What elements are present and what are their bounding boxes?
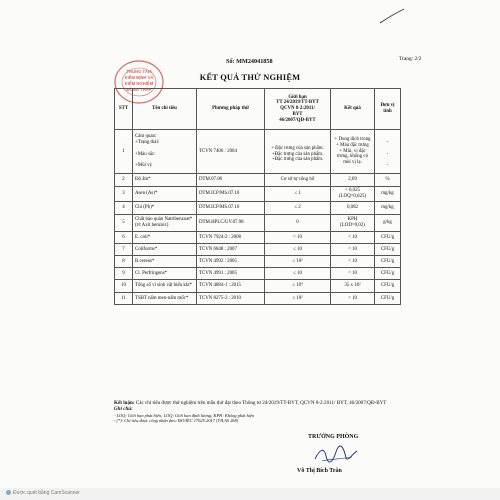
scanner-text: Được quét bằng CamScanner [13,490,80,496]
cell-unit: CFU/g [375,293,401,305]
cell-criteria: Cl. Perfringens* [133,268,197,280]
table-row [115,202,401,215]
table-row [115,293,401,305]
cell-criteria: Cảm quan: +Trạng thái: +Màu sắc: +Mùi vị: [133,130,197,174]
cell-result: < 10 [331,268,375,280]
cell-limit: + Đặc trưng của sản phẩm. +Đặc trưng của sản phẩm. +Đặc trưng của sản phẩm. [265,130,331,174]
header-result: Kết quả [331,89,375,130]
cell-limit: 0 [265,215,331,232]
remark-line-1: - LOQ: Giới hạn phát hiện; LOQ: Giới hạn định lượng; KPH: Không phát hiện [114,412,255,418]
pen-mark [378,6,406,26]
cell-result: 35 x 10² [331,280,375,293]
notes-block [114,400,404,424]
cell-result: 2,69 [331,174,375,187]
header-unit: Đơn vị tính [375,89,401,130]
cell-stt: 1 [115,130,133,174]
table-row [115,268,401,280]
remark-label: Ghi chú: [114,406,133,413]
cell-criteria: TSBT nấm men-nấm mốc* [133,293,197,305]
cell-limit: ≤ 1 [265,187,331,202]
cell-unit: CFU/g [375,244,401,256]
cell-stt: 11 [115,293,133,305]
header-limit: Giới hạn TT 24/2019/TT-BYT QCVN 8-2:2011/ BYT 46/2007/QĐ-BYT [265,89,331,130]
cell-unit: mg/kg [375,187,401,202]
signer-name: Võ Thị Bích Trân [297,468,342,474]
cell-stt: 8 [115,256,133,268]
cell-stt: 3 [115,187,133,202]
conclusion-label: Kết luận: [114,400,135,406]
table-row [115,174,401,187]
remark-line-2: - (*): Chỉ tiêu được công nhận theo ISO/IEC 17025:2017 (VILAS 268) [114,418,239,424]
cell-unit: CFU/g [375,256,401,268]
cell-result: < 0,025 (LOQ=0,025) [331,187,375,202]
table-row [115,280,401,293]
cell-stt: 2 [115,174,133,187]
cell-result: < 10 [331,232,375,244]
cell-method: TCVN 7406 : 2004 [197,130,265,174]
table-row [115,130,401,174]
page-number: Trang: 2/2 [399,56,422,62]
cell-limit: ≤ 10⁴ [265,280,331,293]
cell-stt: 9 [115,268,133,280]
camscanner-logo-icon [6,490,11,495]
cell-unit: CFU/g [375,268,401,280]
cell-criteria: Coliforms* [133,244,197,256]
svg-text:ĐỒNG THÁP: ĐỒNG THÁP [126,87,152,92]
cell-criteria: Chì (Pb)* [133,202,197,215]
cell-result: < 10 [331,293,375,305]
cell-limit: ≤ 10 [265,268,331,280]
cell-criteria: E. coli* [133,232,197,244]
cell-criteria: Độ ẩm* [133,174,197,187]
cell-criteria: Asen (As)* [133,187,197,202]
cell-unit: CFU/g [375,232,401,244]
cell-result: KPH (LOD=0,02) [331,215,375,232]
cell-unit: mg/kg [375,202,401,215]
cell-method: DTM.07.06 [197,174,265,187]
document-number: Số: MM24041858 [226,58,273,65]
table-row [115,256,401,268]
signer-title: TRƯỞNG PHÒNG [308,434,359,440]
cell-result: < 10 [331,256,375,268]
cell-limit: Cơ sở tự công bố [265,174,331,187]
cell-method: DTM.ICP/MS.07.10 [197,187,265,202]
cell-unit: CFU/g [375,280,401,293]
page-title: KẾT QUẢ THỬ NGHIỆM [199,73,301,82]
handwritten-signature [312,444,360,466]
svg-text:KIỂM ĐỊNH VÀ: KIỂM ĐỊNH VÀ [124,75,154,80]
cell-limit: ≤ 10 [265,244,331,256]
cell-unit: - - - [375,130,401,174]
cell-method: TCVN 7924-2 : 2008 [197,232,265,244]
cell-method: DTM.ICP/MS.07.10 [197,202,265,215]
table-row [115,215,401,232]
table-row [115,187,401,202]
cell-limit: ≤ 10² [265,293,331,305]
table-header-row [115,89,401,130]
header-method: Phương pháp thử [197,89,265,130]
cell-method: TCVN 4992 : 2005 [197,256,265,268]
header-stt: STT [115,89,133,130]
cell-stt: 5 [115,215,133,232]
svg-text:KIỂM NGHIỆM: KIỂM NGHIỆM [124,81,154,86]
cell-criteria: Chất bảo quản Natribenzoat* (t/t Axit benzoic) [133,215,197,232]
table-row [115,244,401,256]
cell-method: TCVN 8275-2 : 2010 [197,293,265,305]
cell-method: TCVN 4991 : 2005 [197,268,265,280]
cell-method: TCVN 4884-1 : 2015 [197,280,265,293]
cell-stt: 4 [115,202,133,215]
cell-result: + Dung dịch trong + Màu đặc trưng + Mùi, vị đặc trưng, không có mùi vị lạ. [331,130,375,174]
cell-unit: % [375,174,401,187]
cell-stt: 7 [115,244,133,256]
svg-text:TRUNG TÂM: TRUNG TÂM [126,69,152,74]
header-criteria: Tên chỉ tiêu [133,89,197,130]
conclusion-text: Các chỉ tiêu được thử nghiệm trên mẫu thử đạt theo Thông tư 24/2019/TT-BYT, QCVN 8-2:2011/ BYT, 46/2007/QĐ-BYT [134,400,387,406]
cell-stt: 10 [115,280,133,293]
cell-limit: < 10 [265,232,331,244]
cell-unit: g/kg [375,215,401,232]
cell-result: 0,082 [331,202,375,215]
cell-result: < 10 [331,244,375,256]
conclusion [114,400,404,406]
cell-limit: ≤ 2 [265,202,331,215]
cell-method: TCVN 6848 : 2007 [197,244,265,256]
cell-method: DTM.HPLC/UV.07.98 [197,215,265,232]
cell-criteria: B.cereus* [133,256,197,268]
scanner-watermark [6,490,80,496]
table-row [115,232,401,244]
cell-limit: ≤ 10² [265,256,331,268]
cell-stt: 6 [115,232,133,244]
results-table [114,88,401,305]
cell-criteria: Tổng số vi sinh vật hiếu khí* [133,280,197,293]
